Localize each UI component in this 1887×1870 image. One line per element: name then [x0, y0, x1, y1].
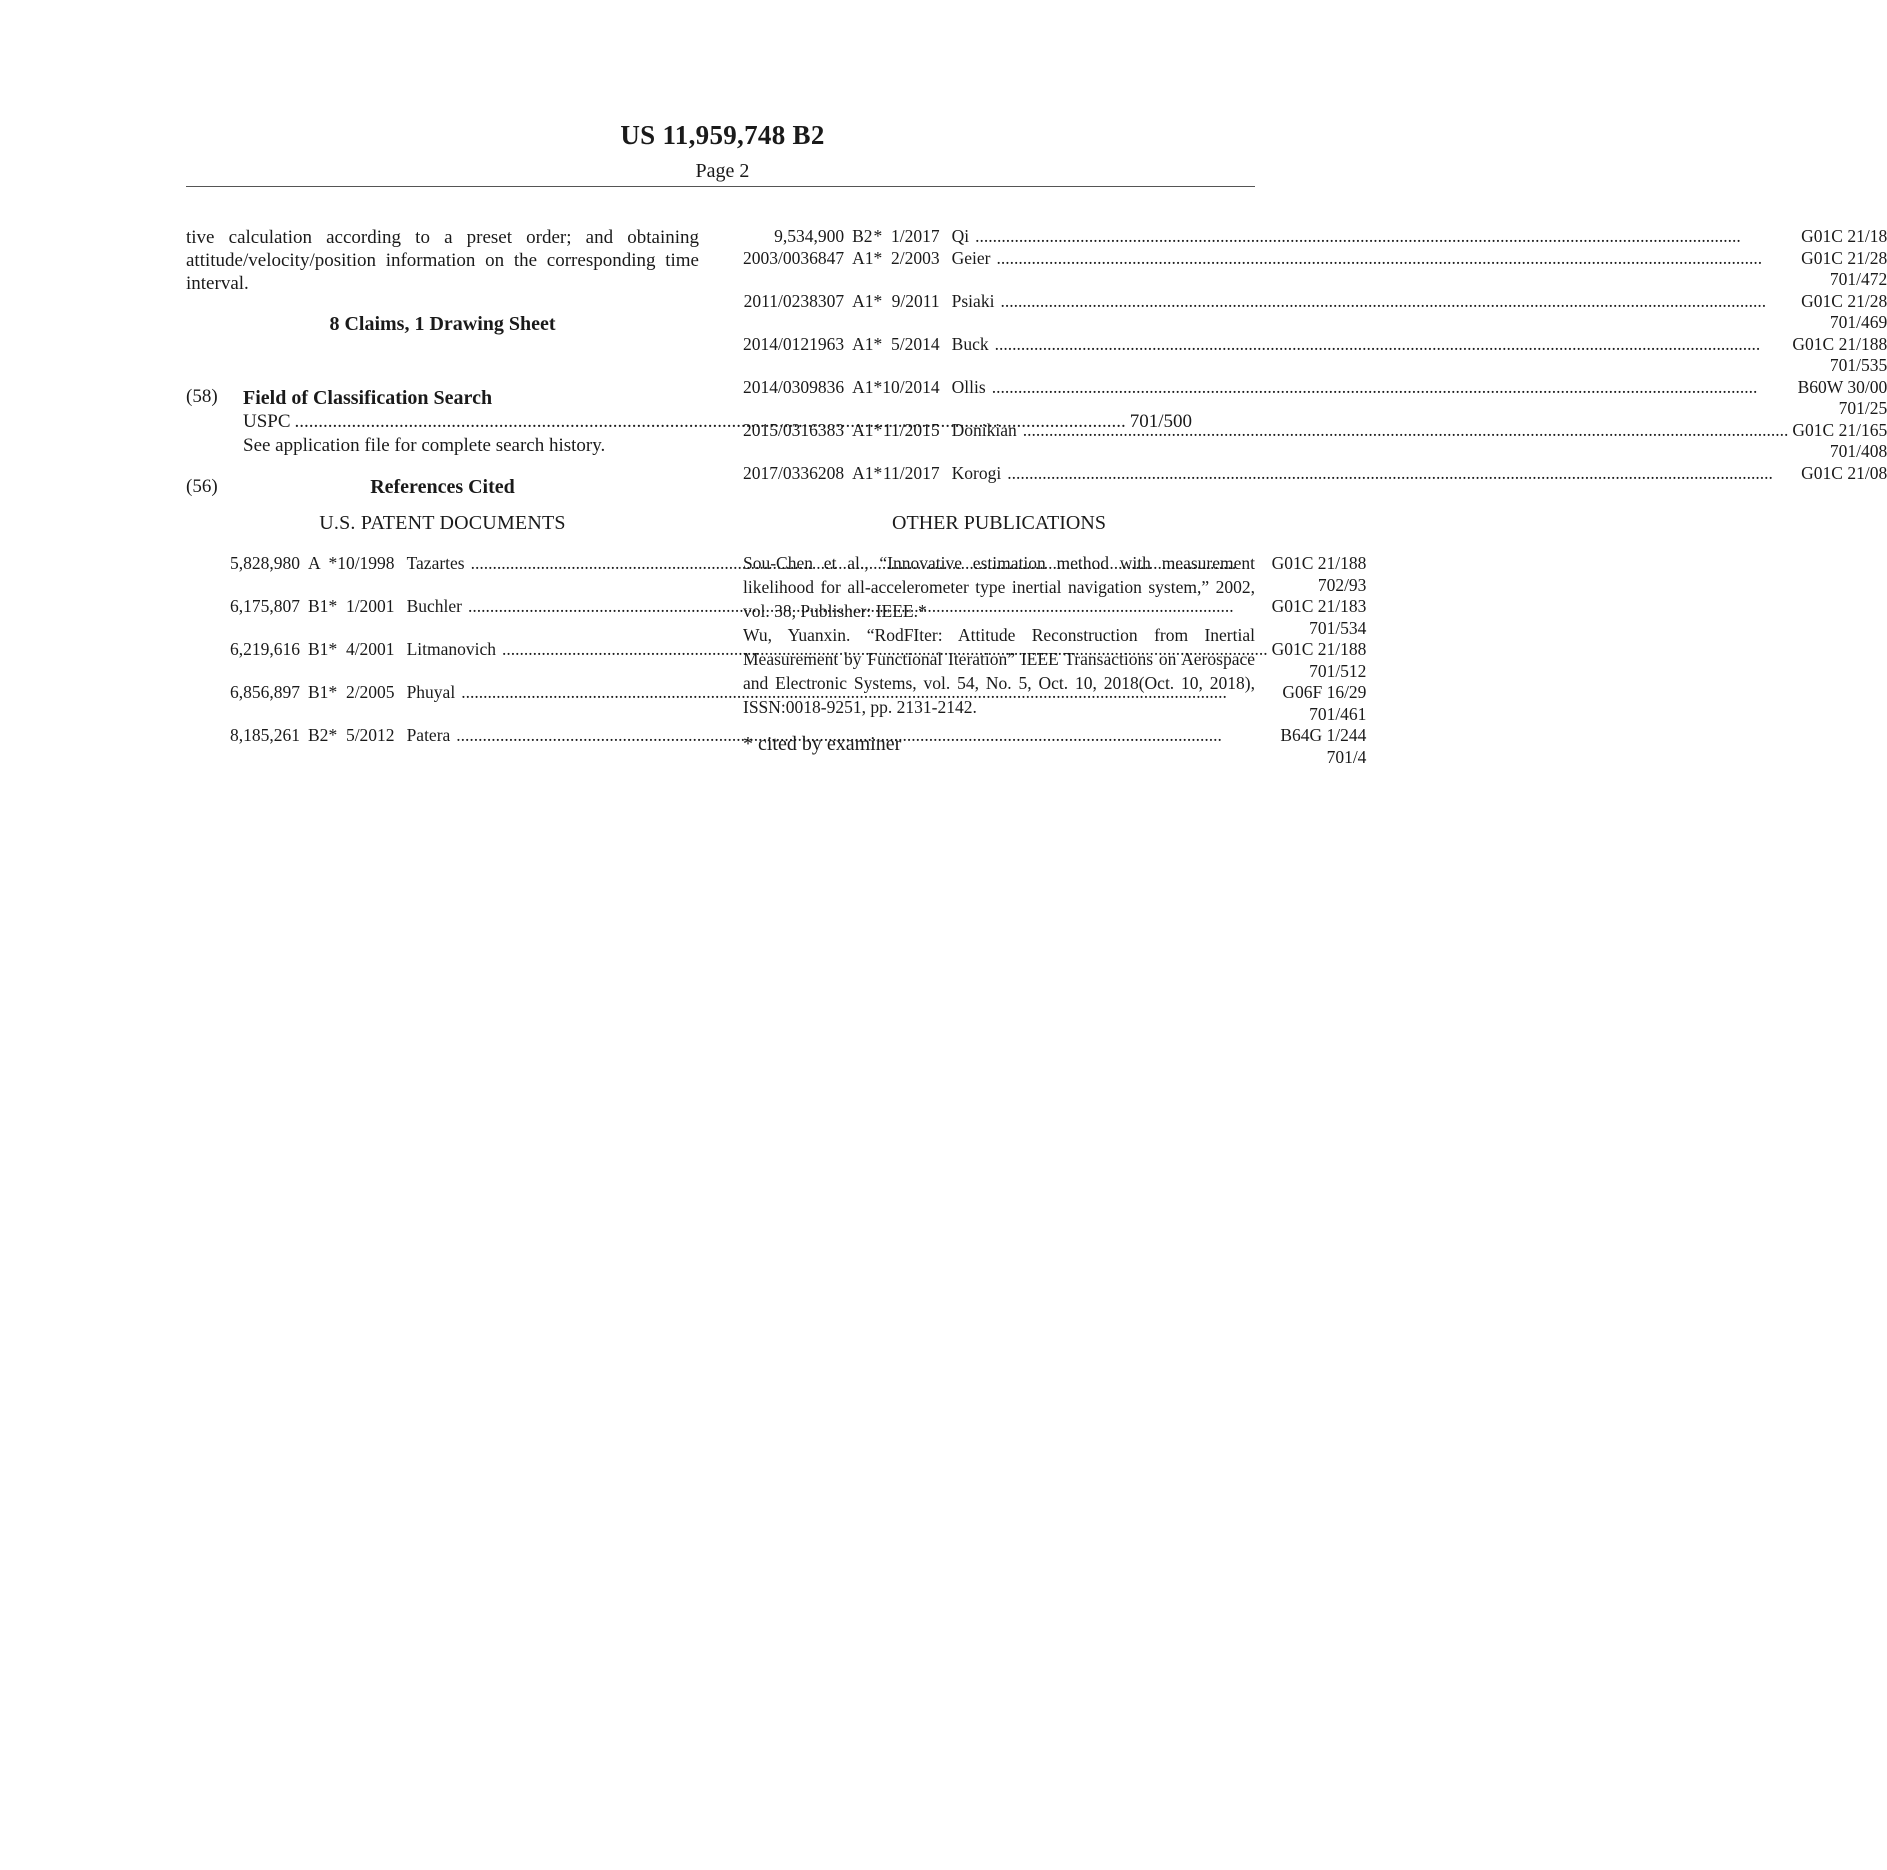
ref-kind: B2	[308, 725, 329, 745]
reference-row	[743, 377, 1887, 399]
abstract-tail: tive calculation according to a preset order; and obtaining attitude/velocity/position information on the corresponding time interval.	[186, 227, 699, 294]
ref-kind: A1	[852, 419, 874, 440]
ref-us-class: 701/535	[1829, 355, 1887, 375]
ref-us-class: 701/512	[1309, 660, 1367, 681]
ref-star: *	[873, 462, 883, 483]
ref-us-class: 702/93	[1317, 574, 1367, 595]
reference-row	[743, 463, 1887, 485]
ref-star: *	[873, 247, 883, 268]
ref-date: 5/2014	[891, 333, 940, 354]
ref-us-class: 701/25	[1838, 398, 1887, 418]
ref-star: *	[328, 639, 338, 659]
ref-number: 2014/0309836	[743, 376, 845, 397]
leader-dots	[997, 248, 1798, 270]
reference-subclass-row	[743, 441, 1887, 463]
ref-name-class-cell	[940, 463, 1887, 485]
references-cited-heading: References Cited	[370, 476, 515, 498]
ref-inventor: Donikian	[951, 419, 1017, 440]
ref-inventor: Litmanovich	[406, 639, 496, 659]
leader-dots	[995, 334, 1789, 356]
ref-date: 9/2011	[891, 290, 940, 311]
publication-entry: Wu, Yuanxin. “RodFIter: Attitude Reconstruction from Inertial Measurement by Functional Iteration” IEEE Transactions on Aerospace and Electronic Systems, vol. 54, No. 5, Oct. 10, 2018(Oct. 10, 2018), ISSN:0018-9251, pp. 2131-2142.	[743, 625, 1255, 717]
header-rule	[186, 186, 1255, 187]
ref-kind: B1	[308, 682, 329, 702]
ref-classification: G01C 21/183	[1271, 596, 1367, 616]
ref-date: 1/2001	[345, 596, 395, 616]
uspc-label: USPC	[243, 411, 291, 432]
publication-entry: Sou-Chen et al., “Innovative estimation method with measurement likelihood for all-accelerometer type inertial navigation system,” 2002, vol. 38, Publisher: IEEE.*	[743, 553, 1255, 621]
ref-star: *	[873, 376, 883, 397]
ref-date: 11/2015	[882, 419, 940, 440]
ref-name-class-cell	[940, 226, 1887, 248]
ref-us-class: 701/4	[1326, 746, 1367, 767]
ref-kind: A	[308, 553, 321, 573]
ref-kind: A1	[852, 376, 874, 397]
ref-inventor: Phuyal	[406, 682, 456, 702]
ref-number: 8,185,261	[230, 725, 300, 745]
ref-classification: G01C 21/28	[1801, 290, 1887, 311]
ref-inventor: Tazartes	[406, 553, 465, 573]
patent-number: US 11,959,748 B2	[620, 120, 825, 150]
ref-star: *	[873, 333, 883, 354]
ref-inventor: Korogi	[951, 462, 1002, 483]
ref-number: 6,175,807	[230, 596, 300, 616]
ref-classification: B64G 1/244	[1280, 725, 1367, 745]
uspc-value: 701/500	[1129, 411, 1193, 432]
ref-inventor: Qi	[951, 226, 970, 246]
ref-number: 6,219,616	[230, 639, 300, 659]
ref-classification: G01C 21/165	[1792, 419, 1887, 440]
leader-dots	[1007, 463, 1797, 485]
reference-subclass-row	[743, 355, 1887, 377]
ref-kind: A1	[852, 290, 874, 311]
ref-inventor: Geier	[951, 247, 991, 268]
ref-inventor: Buck	[951, 333, 989, 354]
us-patents-table-right	[743, 226, 1887, 484]
reference-subclass-row	[743, 269, 1887, 291]
ref-name-class-cell	[940, 291, 1887, 313]
ref-inventor: Patera	[406, 725, 451, 745]
ref-classification: G01C 21/188	[1792, 333, 1887, 354]
ref-us-class: 701/469	[1829, 312, 1887, 332]
us-patent-documents-heading: U.S. PATENT DOCUMENTS	[319, 512, 566, 534]
ref-classification: G01C 21/18	[1801, 226, 1887, 246]
ref-star: *	[328, 553, 338, 573]
ref-number: 2015/0316383	[743, 419, 845, 440]
ref-date: 11/2017	[882, 462, 940, 483]
ref-star: *	[328, 725, 338, 745]
ref-inventor: Buchler	[406, 596, 462, 616]
publications-list	[743, 551, 1255, 719]
reference-subclass-row	[743, 398, 1887, 420]
leader-dots	[1000, 291, 1797, 313]
reference-row	[743, 334, 1887, 356]
cited-by-examiner-note: * cited by examiner	[743, 733, 902, 755]
ref-date: 4/2001	[345, 639, 395, 659]
ref-kind: B1	[308, 596, 329, 616]
reference-subclass-row	[743, 312, 1887, 334]
ref-kind: B2	[852, 226, 873, 246]
ref-star: *	[328, 682, 338, 702]
ref-star: *	[328, 596, 338, 616]
ref-date: 10/2014	[882, 376, 940, 397]
ref-name-class-cell	[940, 334, 1887, 356]
ref-kind: B1	[308, 639, 329, 659]
ref-number: 9,534,900	[774, 226, 845, 246]
ref-star: *	[873, 226, 883, 246]
ref-number: 2011/0238307	[743, 290, 845, 311]
ref-number: 6,856,897	[230, 682, 300, 702]
ref-inventor: Ollis	[951, 376, 986, 397]
ref-star: *	[873, 290, 883, 311]
leader-dots	[975, 226, 1797, 248]
other-publications-heading: OTHER PUBLICATIONS	[892, 512, 1106, 534]
ref-date: 1/2017	[891, 226, 940, 246]
ref-classification: G01C 21/08	[1801, 462, 1887, 483]
references-section-header	[186, 476, 699, 502]
section-number-56: (56)	[186, 476, 218, 497]
ref-date: 10/1998	[337, 553, 395, 573]
ref-classification: G06F 16/29	[1282, 682, 1367, 702]
ref-kind: A1	[852, 462, 874, 483]
ref-number: 2003/0036847	[743, 247, 845, 268]
page-label: Page 2	[695, 160, 750, 182]
ref-star: *	[873, 419, 883, 440]
ref-classification: G01C 21/28	[1801, 247, 1887, 268]
ref-number: 5,828,980	[230, 553, 300, 573]
ref-classification: G01C 21/188	[1271, 553, 1367, 573]
ref-us-class: 701/472	[1829, 269, 1887, 289]
ref-number: 2017/0336208	[743, 462, 845, 483]
leader-dots	[1023, 420, 1789, 442]
section-number-58: (58)	[186, 386, 218, 407]
ref-classification: B60W 30/00	[1797, 376, 1887, 397]
reference-row	[743, 226, 1887, 248]
ref-us-class: 701/408	[1829, 441, 1887, 461]
ref-name-class-cell	[940, 420, 1887, 442]
leader-dots	[992, 377, 1794, 399]
ref-number: 2014/0121963	[743, 333, 845, 354]
reference-row	[743, 248, 1887, 270]
ref-date: 2/2003	[891, 247, 940, 268]
ref-kind: A1	[852, 247, 874, 268]
claims-line: 8 Claims, 1 Drawing Sheet	[329, 313, 556, 335]
ref-kind: A1	[852, 333, 874, 354]
ref-classification: G01C 21/188	[1271, 639, 1367, 659]
ref-inventor: Psiaki	[951, 290, 995, 311]
ref-name-class-cell	[940, 248, 1887, 270]
ref-name-class-cell	[940, 377, 1887, 399]
field-of-search-heading: Field of Classification Search	[243, 387, 493, 409]
ref-us-class: 701/461	[1309, 703, 1367, 724]
reference-row	[743, 291, 1887, 313]
reference-row	[743, 420, 1887, 442]
search-history-note: See application file for complete search history.	[243, 435, 606, 456]
ref-us-class: 701/534	[1309, 617, 1367, 638]
ref-date: 5/2012	[345, 725, 395, 745]
ref-date: 2/2005	[345, 682, 395, 702]
